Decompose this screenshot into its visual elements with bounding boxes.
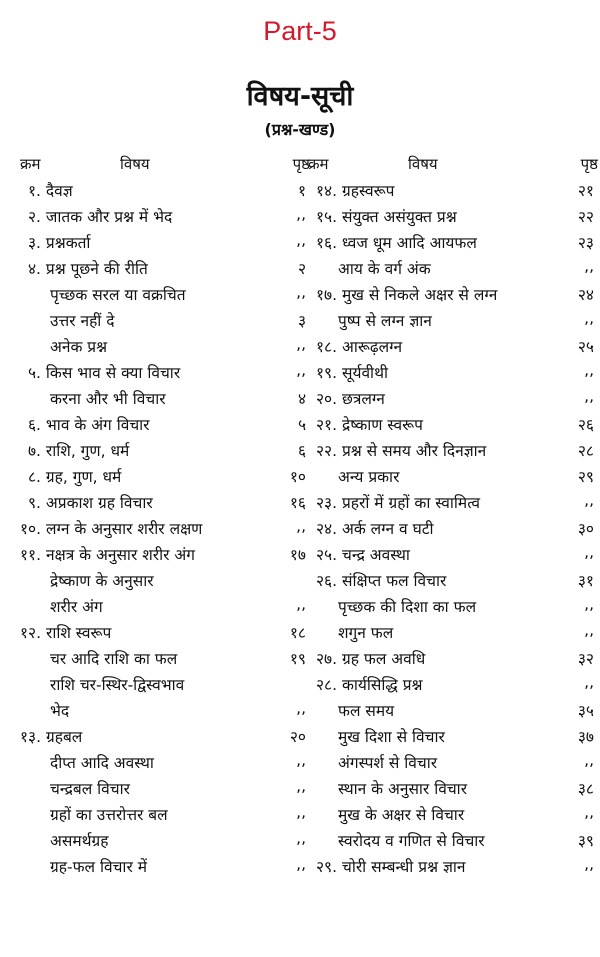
header-prishth: पृष्ठ <box>292 155 310 173</box>
toc-entry-title: दीप्त आदि अवस्था <box>50 754 154 772</box>
toc-entry <box>20 384 310 410</box>
toc-right-column <box>308 150 598 878</box>
toc-entry-page: १६ <box>289 494 306 512</box>
toc-entry <box>20 228 310 254</box>
header-kram: क्रम <box>308 155 329 173</box>
toc-entry-title: ७. राशि, गुण, धर्म <box>28 442 130 460</box>
toc-entry-title: ११. नक्षत्र के अनुसार शरीर अंग <box>20 546 195 564</box>
toc-entry <box>20 332 310 358</box>
toc-entry <box>308 748 598 774</box>
toc-entry <box>20 176 310 202</box>
toc-entry-page: ,, <box>296 855 306 873</box>
toc-entry <box>308 540 598 566</box>
toc-entry-page: ३१ <box>577 572 594 590</box>
toc-entry-page: ४ <box>297 390 306 408</box>
toc-entry-page: ,, <box>296 361 306 379</box>
toc-entry-title: १३. ग्रहबल <box>20 728 83 746</box>
toc-entry-title: १२. राशि स्वरूप <box>20 624 112 642</box>
toc-entry-page: २४ <box>577 286 594 304</box>
toc-entry <box>20 774 310 800</box>
toc-entry <box>20 410 310 436</box>
toc-entry-title: २३. प्रहरों में ग्रहों का स्वामित्व <box>316 494 480 512</box>
toc-entry-page: २५ <box>577 338 594 356</box>
toc-entry-title: २८. कार्यसिद्धि प्रश्न <box>316 676 423 694</box>
toc-entry-title: मुख दिशा से विचार <box>338 728 445 746</box>
toc-entry-title: ५. किस भाव से क्या विचार <box>28 364 181 382</box>
toc-entry-page: २८ <box>577 442 594 460</box>
toc-entry <box>20 644 310 670</box>
toc-entry-title: ग्रहों का उत्तरोत्तर बल <box>50 806 168 824</box>
toc-entry-title: मुख के अक्षर से विचार <box>338 806 465 824</box>
toc-entry <box>308 176 598 202</box>
toc-entry-page: ,, <box>296 751 306 769</box>
toc-entry-title: अन्य प्रकार <box>338 468 400 486</box>
toc-entry-title: २९. चोरी सम्बन्धी प्रश्न ज्ञान <box>316 858 466 876</box>
toc-entry-title: फल समय <box>338 702 395 720</box>
toc-entry-page: ३८ <box>577 780 594 798</box>
toc-entry-title: २७. ग्रह फल अवधि <box>316 650 426 668</box>
toc-entry-page: ,, <box>584 803 594 821</box>
toc-entry-title: अनेक प्रश्न <box>50 338 108 356</box>
toc-entry-page: ,, <box>296 777 306 795</box>
toc-entry <box>20 722 310 748</box>
toc-entry-page: २२ <box>577 208 594 226</box>
toc-entry-page: ,, <box>296 829 306 847</box>
toc-entry-title: चर आदि राशि का फल <box>50 650 178 668</box>
toc-entry <box>308 800 598 826</box>
toc-entry-page: ,, <box>584 361 594 379</box>
toc-entry-title: २५. चन्द्र अवस्था <box>316 546 410 564</box>
toc-entry <box>20 852 310 878</box>
toc-entry <box>308 254 598 280</box>
toc-entry-title: १७. मुख से निकले अक्षर से लग्न <box>316 286 498 304</box>
page-title: विषय-सूची <box>246 81 354 112</box>
toc-entry <box>308 488 598 514</box>
toc-entry-title: १०. लग्न के अनुसार शरीर लक्षण <box>20 520 203 538</box>
header-kram: क्रम <box>20 155 41 173</box>
toc-entry-page: ,, <box>584 387 594 405</box>
toc-left-list <box>20 176 310 878</box>
toc-entry-page: २६ <box>577 416 594 434</box>
toc-entry-title: शरीर अंग <box>50 598 103 616</box>
part-label: Part-5 <box>263 16 337 46</box>
toc-entry <box>20 800 310 826</box>
toc-entry <box>308 644 598 670</box>
toc-entry-page: ,, <box>584 595 594 613</box>
toc-entry <box>308 852 598 878</box>
toc-entry <box>20 436 310 462</box>
toc-entry <box>20 826 310 852</box>
toc-entry-title: २०. छत्रलग्न <box>316 390 385 408</box>
toc-entry-title: २. जातक और प्रश्न में भेद <box>28 208 173 226</box>
toc-entry-title: १५. संयुक्त असंयुक्त प्रश्न <box>316 208 457 226</box>
toc-entry-page: ३५ <box>577 702 594 720</box>
toc-entry-title: स्वरोदय व गणित से विचार <box>338 832 485 850</box>
toc-entry <box>20 306 310 332</box>
toc-entry-title: पृच्छक सरल या वक्रचित <box>50 286 186 304</box>
toc-entry <box>308 228 598 254</box>
toc-entry-page: ,, <box>584 621 594 639</box>
toc-entry <box>308 436 598 462</box>
toc-entry-page: २३ <box>577 234 594 252</box>
toc-entry <box>308 202 598 228</box>
toc-entry-title: पृच्छक की दिशा का फल <box>338 598 477 616</box>
toc-entry <box>308 826 598 852</box>
toc-entry-title: द्रेष्काण के अनुसार <box>50 572 154 590</box>
toc-entry <box>20 280 310 306</box>
toc-entry-page: १ <box>297 182 306 200</box>
toc-entry-title: ग्रह-फल विचार में <box>50 858 147 876</box>
toc-entry-page: ३२ <box>577 650 594 668</box>
toc-entry-title: ३. प्रश्नकर्ता <box>28 234 91 252</box>
toc-entry-title: भेद <box>50 702 70 720</box>
toc-entry <box>308 306 598 332</box>
toc-entry-page: ,, <box>296 517 306 535</box>
toc-entry <box>20 696 310 722</box>
toc-entry <box>20 670 310 696</box>
toc-entry <box>308 410 598 436</box>
toc-entry <box>20 618 310 644</box>
toc-entry-page: ६ <box>297 442 306 460</box>
toc-entry-title: आय के वर्ग अंक <box>338 260 431 278</box>
toc-entry-title: असमर्थग्रह <box>50 832 109 850</box>
toc-entry-page: ,, <box>296 283 306 301</box>
toc-entry <box>20 254 310 280</box>
toc-entry <box>308 358 598 384</box>
toc-entry-title: १८. आरूढ़लग्न <box>316 338 403 356</box>
toc-entry-page: ,, <box>584 257 594 275</box>
toc-entry-title: करना और भी विचार <box>50 390 166 408</box>
toc-entry-title: १६. ध्वज धूम आदि आयफल <box>316 234 477 252</box>
toc-right-list <box>308 176 598 878</box>
toc-entry <box>20 540 310 566</box>
toc-entry-title: २६. संक्षिप्त फल विचार <box>316 572 447 590</box>
toc-entry-page: ,, <box>584 491 594 509</box>
toc-entry-page: ,, <box>584 309 594 327</box>
toc-entry <box>308 670 598 696</box>
toc-entry <box>308 332 598 358</box>
toc-entry-title: ८. ग्रह, गुण, धर्म <box>28 468 122 486</box>
header-prishth: पृष्ठ <box>580 155 598 173</box>
toc-header <box>20 150 310 176</box>
toc-entry-page: २ <box>297 260 306 278</box>
toc-left-column <box>20 150 310 878</box>
toc-entry-page: १० <box>289 468 306 486</box>
toc-entry-page: २९ <box>577 468 594 486</box>
toc-entry-title: उत्तर नहीं दे <box>50 312 115 330</box>
toc-entry-title: अंगस्पर्श से विचार <box>338 754 438 772</box>
toc-entry-title: २१. द्रेष्काण स्वरूप <box>316 416 423 434</box>
toc-entry-page: ,, <box>584 751 594 769</box>
header-vishay: विषय <box>120 155 150 173</box>
page-subtitle: (प्रश्न-खण्ड) <box>264 120 336 139</box>
toc-entry <box>20 514 310 540</box>
toc-entry <box>308 384 598 410</box>
toc-entry <box>20 462 310 488</box>
toc-entry <box>20 488 310 514</box>
toc-entry-title: २४. अर्क लग्न व घटी <box>316 520 434 538</box>
toc-entry-title: स्थान के अनुसार विचार <box>338 780 468 798</box>
toc-entry <box>20 202 310 228</box>
toc-entry-title: १. दैवज्ञ <box>28 182 73 200</box>
toc-entry-page: १९ <box>289 650 306 668</box>
toc-entry-page: ३९ <box>577 832 594 850</box>
toc-entry-page: ,, <box>584 543 594 561</box>
toc-entry-title: १९. सूर्यवीथी <box>316 364 388 382</box>
toc-entry-title: १४. ग्रहस्वरूप <box>316 182 395 200</box>
toc-entry-page: १८ <box>289 624 306 642</box>
toc-entry-page: ,, <box>296 595 306 613</box>
header-vishay: विषय <box>408 155 438 173</box>
toc-entry-page: ,, <box>296 335 306 353</box>
toc-entry-page: ,, <box>296 803 306 821</box>
toc-entry <box>308 566 598 592</box>
toc-entry-page: २१ <box>577 182 594 200</box>
toc-entry-page: ,, <box>584 855 594 873</box>
toc-entry-page: ,, <box>584 673 594 691</box>
toc-entry-title: पुष्प से लग्न ज्ञान <box>338 312 432 330</box>
toc-entry <box>308 514 598 540</box>
toc-entry-title: ४. प्रश्न पूछने की रीति <box>28 260 148 278</box>
toc-entry-page: २० <box>289 728 306 746</box>
toc-entry-page: ३ <box>297 312 306 330</box>
toc-entry <box>308 774 598 800</box>
toc-entry <box>308 592 598 618</box>
toc-entry-page: १७ <box>289 546 306 564</box>
toc-entry <box>308 722 598 748</box>
toc-entry-title: राशि चर-स्थिर-द्विस्वभाव <box>50 676 185 694</box>
toc-entry <box>308 618 598 644</box>
toc-header <box>308 150 598 176</box>
toc-entry <box>308 462 598 488</box>
toc-entry-title: शगुन फल <box>338 624 394 642</box>
toc-entry-title: ६. भाव के अंग विचार <box>28 416 150 434</box>
toc-entry-page: ५ <box>297 416 306 434</box>
toc-entry <box>20 566 310 592</box>
toc-entry-page: ३० <box>577 520 594 538</box>
toc-entry-page: ३७ <box>577 728 594 746</box>
toc-entry-page: ,, <box>296 205 306 223</box>
toc-entry <box>20 748 310 774</box>
toc-entry-page: ,, <box>296 699 306 717</box>
toc-entry-title: चन्द्रबल विचार <box>50 780 130 798</box>
toc-entry <box>20 358 310 384</box>
toc-entry <box>308 280 598 306</box>
toc-entry <box>20 592 310 618</box>
toc-entry-page: ,, <box>296 231 306 249</box>
toc-entry-title: ९. अप्रकाश ग्रह विचार <box>28 494 153 512</box>
toc-entry <box>308 696 598 722</box>
toc-entry-title: २२. प्रश्न से समय और दिनज्ञान <box>316 442 487 460</box>
